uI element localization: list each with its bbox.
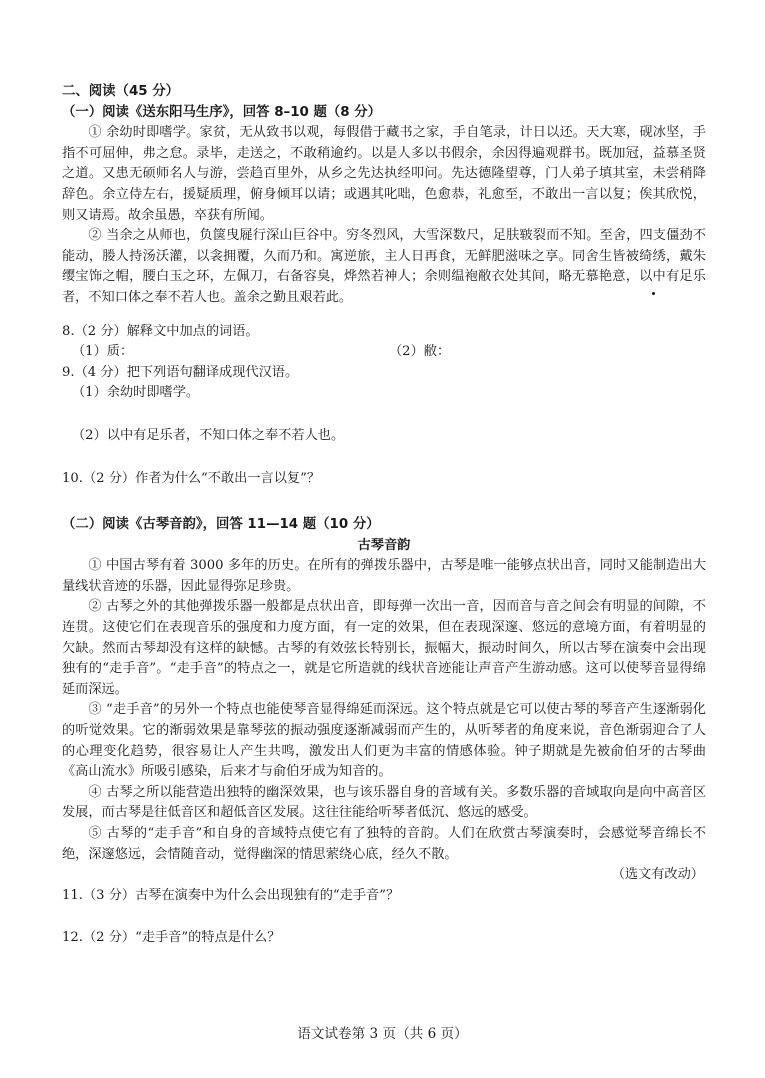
part1-paragraph-2: ② 当余之从师也，负箧曳屣行深山巨谷中。穷冬烈风，大雪深数尺，足肤皲裂而不知。至舍，四支僵劲不能动，媵人持汤沃灌，以衾拥覆，久而乃和。寓逆旅，主人日再食，无鲜肥滋味之享。同舍生皆被绮绣，戴朱缨宝饰之帽，腰白玉之环，左佩刀，右备容臭，烨然若神人；余则缊袍敝衣处其间，略无慕艳意，以中有足乐者，不知口体之奉不若人也。盖余之勤且艰若此。 (62, 228, 706, 305)
question-9: 9.（4 分）把下列语句翻译成现代汉语。 (62, 364, 299, 380)
part2-paragraph-2: ② 古琴之外的其他弹拨乐器一般都是点状出音，即每弹一次出一音，因而音与音之间会有明显的间隙，不连贯。这使它们在表现音乐的强度和力度方面，有一定的效果，但在表现深邃、悠远的意境方面，有着明显的欠缺。然而古琴却没有这样的缺憾。古琴的有效弦长特别长，振幅大，振动时间久，所以古琴在演奏中会出现独有的“走手音”。“走手音”的特点之一，就是它所造就的线状音迹能让声音产生游动感。这可以使琴音显得绵延而深远。 (62, 599, 706, 697)
question-8-2: （2）敝： (389, 344, 451, 360)
part2-paragraph-3: ③ “走手音”的另外一个特点也能使琴音显得绵延而深远。这个特点就是它可以使古琴的琴音产生逐渐弱化的听觉效果。它的渐弱效果是靠琴弦的振动强度逐渐减弱而产生的，从听琴者的角度来说，音色渐弱迎合了人的心理变化趋势，很容易让人产生共鸣，激发出人们更为丰富的情感体验。钟子期就是先被俞伯牙的古琴曲《高山流水》所吸引感染，后来才与俞伯牙成为知音的。 (62, 702, 706, 780)
part2-paragraph-5: ⑤ 古琴的“走手音”和自身的音域特点使它有了独特的音韵。人们在欣赏古琴演奏时，会感觉琴音绵长不绝，深邃悠远，会情随音动，觉得幽深的情思萦绕心底，经久不散。 (62, 826, 706, 862)
part2-paragraph-1: ① 中国古琴有着 3000 多年的历史。在所有的弹拨乐器中，古琴是唯一能够点状出音，同时又能制造出大量线状音迹的乐器，因此显得弥足珍贵。 (62, 558, 706, 594)
question-9-1: （1）余幼时即嗜学。 (72, 385, 200, 401)
emphasis-dot-mark (652, 292, 655, 295)
question-8: 8.（2 分）解释文中加点的词语。 (62, 323, 259, 339)
page-footer: 语文试卷第 3 页（共 6 页） (297, 1026, 468, 1042)
page-content (62, 82, 706, 949)
question-9-2: （2）以中有足乐者，不知口体之奉不若人也。 (72, 427, 345, 443)
question-8-1: （1）质： (72, 344, 134, 360)
part1-paragraph-1: ① 余幼时即嗜学。家贫，无从致书以观，每假借于藏书之家，手自笔录，计日以还。天大寒，砚冰坚，手指不可屈伸，弗之怠。录毕，走送之，不敢稍逾约。以是人多以书假余，余因得遍观群书。既加冠，益慕圣贤之道。又患无硕师名人与游，尝趋百里外，从乡之先达执经叩问。先达德隆望尊，门人弟子填其室，未尝稍降辞色。余立侍左右，援疑质理，俯身倾耳以请；或遇其叱咄，色愈恭，礼愈至，不敢出一言以复；俟其欣悦，则又请焉。故余虽愚，卒获有所闻。 (62, 125, 706, 223)
question-12: 12.（2 分）“走手音”的特点是什么？ (62, 930, 281, 946)
article-title: 古琴音韵 (357, 537, 411, 553)
part2-title: （二）阅读《古琴音韵》，回答 11—14 题（10 分） (62, 517, 380, 533)
part1-title: （一）阅读《送东阳马生序》，回答 8–10 题（8 分） (62, 104, 382, 120)
question-11: 11.（3 分）古琴在演奏中为什么会出现独有的“走手音”？ (62, 887, 400, 903)
part2-paragraph-4: ④ 古琴之所以能营造出独特的幽深效果，也与该乐器自身的音域有关。多数乐器的音域取向是向中高音区发展，而古琴是往低音区和超低音区发展。这往往能给听琴者低沉、悠远的感受。 (62, 784, 706, 821)
source-note: （选文有改动） (611, 867, 704, 883)
section-title: 二、阅读（45 分） (62, 84, 180, 99)
question-10: 10.（2 分）作者为什么“不敢出一言以复”？ (62, 470, 321, 486)
